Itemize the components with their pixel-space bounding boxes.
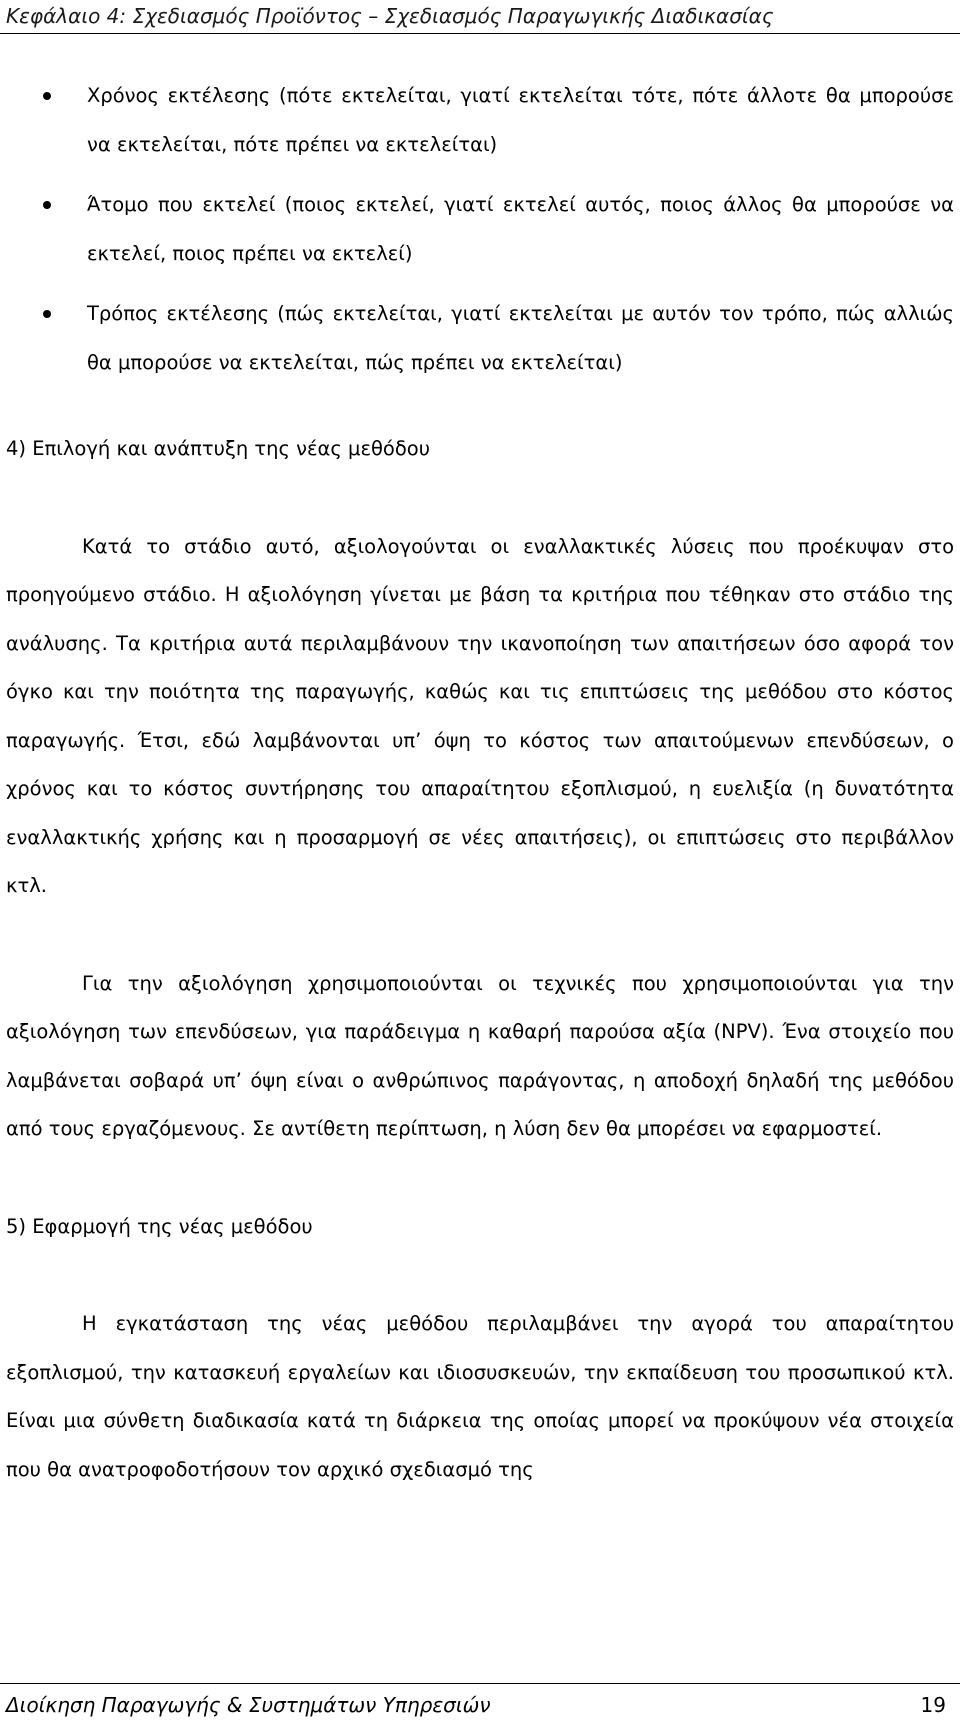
page-header-title: Κεφάλαιο 4: Σχεδιασμός Προϊόντος – Σχεδιασμός Παραγωγικής Διαδικασίας (6, 4, 774, 28)
footer-divider (0, 1683, 960, 1684)
list-item-text: Χρόνος εκτέλεσης (πότε εκτελείται, γιατί εκτελείται τότε, πότε άλλοτε θα μπορούσε να εκτελείται, πότε πρέπει να εκτελείται) (87, 84, 954, 156)
list-item-text: Τρόπος εκτέλεσης (πώς εκτελείται, γιατί εκτελείται με αυτόν τον τρόπο, πώς αλλιώς θα μπορούσε να εκτελείται, πώς πρέπει να εκτελείται) (87, 302, 954, 374)
page-number: 19 (920, 1693, 946, 1717)
list-item-text: Άτομο που εκτελεί (ποιος εκτελεί, γιατί εκτελεί αυτός, ποιος άλλος θα μπορούσε να εκτελεί, ποιος πρέπει να εκτελεί) (87, 193, 954, 265)
list-item (6, 290, 954, 387)
bullet-icon (43, 310, 51, 318)
bullet-icon (43, 92, 51, 100)
section-4-paragraph-1: Κατά το στάδιο αυτό, αξιολογούνται οι εναλλακτικές λύσεις που προέκυψαν στο προηγούμενο στάδιο. Η αξιολόγηση γίνεται με βάση τα κριτήρια που τέθηκαν στο στάδιο της ανάλυσης. Τα κριτήρια αυτά περιλαμβάνουν την ικανοποίηση των απαιτήσεων όσο αφορά τον όγκο και την ποιότητα της παραγωγής, καθώς και τις επιπτώσεις της μεθόδου στο κόστος παραγωγής. Έτσι, εδώ λαμβάνονται υπ’ όψη το κόστος των απαιτούμενων επενδύσεων, ο χρόνος και το κόστος συντήρησης του απαραίτητου εξοπλισμού, η ευελιξία (η δυνατότητα εναλλακτικής χρήσης και η προσαρμογή σε νέες απαιτήσεις), οι επιπτώσεις στο περιβάλλον κτλ. (6, 534, 954, 897)
section-4-paragraph-2: Για την αξιολόγηση χρησιμοποιούνται οι τεχνικές που χρησιμοποιούνται για την αξιολόγηση των επενδύσεων, για παράδειγμα η καθαρή παρούσα αξία (NPV). Ένα στοιχείο που λαμβάνεται σοβαρά υπ’ όψη είναι ο ανθρώπινος παράγοντας, η αποδοχή δηλαδή της μεθόδου από τους εργαζόμενους. Σε αντίθετη περίπτωση, η λύση δεν θα μπορέσει να εφαρμοστεί. (6, 971, 954, 1140)
list-item (6, 72, 954, 169)
section-4-heading: 4) Επιλογή και ανάπτυξη της νέας μεθόδου (6, 437, 431, 460)
bullet-list (6, 72, 954, 387)
section-5-heading: 5) Εφαρμογή της νέας μεθόδου (6, 1214, 313, 1238)
section-5-paragraph-1: Η εγκατάσταση της νέας μεθόδου περιλαμβάνει την αγορά του απαραίτητου εξοπλισμού, την κατασκευή εργαλείων και ιδιοσυσκευών, την εκπαίδευση του προσωπικού κτλ. Είναι μια σύνθετη διαδικασία κατά τη διάρκεια της οποίας μπορεί να προκύψουν νέα στοιχεία που θα ανατροφοδοτήσουν τον αρχικό σχεδιασμό της (6, 1312, 954, 1481)
list-item (6, 181, 954, 278)
footer-title: Διοίκηση Παραγωγής & Συστημάτων Υπηρεσιών (6, 1693, 491, 1717)
header-divider (0, 33, 960, 34)
page-body (6, 72, 954, 1494)
bullet-icon (43, 201, 51, 209)
